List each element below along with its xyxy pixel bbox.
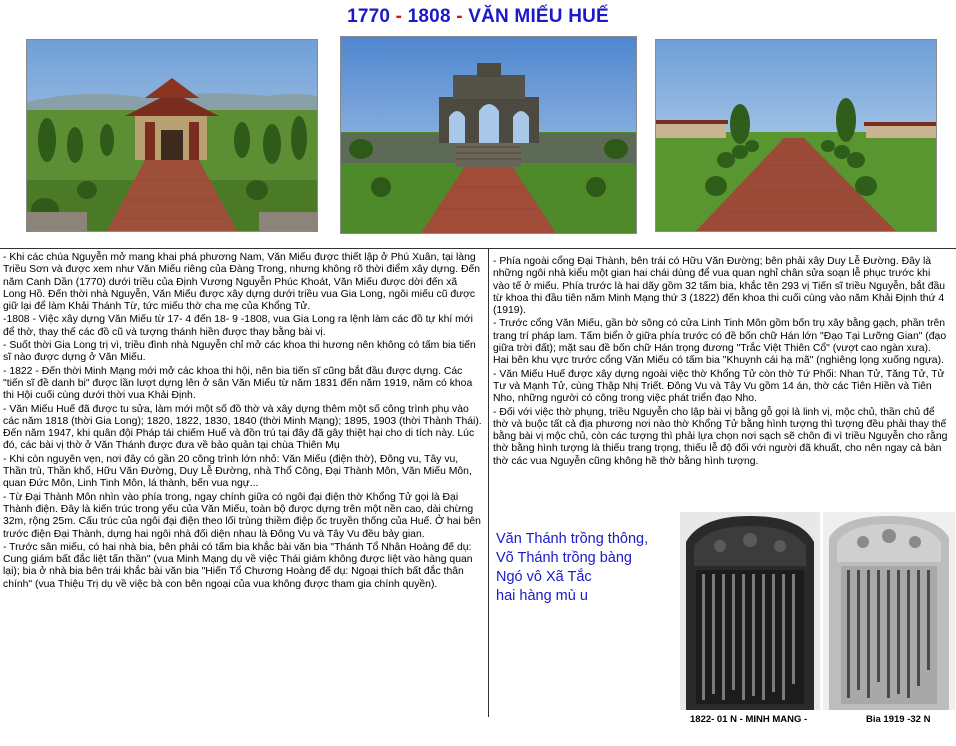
page-title: [0, 6, 956, 28]
left-text-column: [3, 252, 483, 592]
paragraph: - Khi các chúa Nguyễn mở mang khai phá phương Nam, Văn Miếu được thiết lập ở Phú Xuân, tại làng Triều Sơn và được xem như Văn Miếu riêng của Đàng Trong, nhưng không rõ thời điểm xây dựng. Đến năm Canh Dần (1770) dưới triều của Định Vương Nguyễn Phúc Khoát, Văn Miếu được dời đến xã Long Hồ. Đến thời nhà Nguyễn, Văn Miếu được xây dựng dưới triều vua Gia Long, ngôi miếu cũ được giữ lại để làm Khải Thánh Từ, tức miếu thờ cha mẹ của Khổng Tử.: [3, 252, 481, 313]
paragraph: -1808 - Việc xây dựng Văn Miếu từ 17- 4 đến 18- 9 -1808, vua Gia Long ra lệnh làm các đồ tự khí mới để thờ, thay thế các đồ cũ và tượng thánh hiền được thay bằng bài vị.: [3, 314, 473, 338]
paragraph: - Văn Miếu Huế đã được tu sửa, làm mới một số đồ thờ và xây dựng thêm một số công trình phụ vào các năm 1818 (thời Gia Long); 1820, 1822, 1830, 1840 (thời Minh Mạng); 1895, 1903 (thời Thành Thái). Đến năm 1947, khi quân đội Pháp tái chiếm Huế và đồn trú tại đây đã gây thiệt hại cho di tích này. Lúc đó, các bài vị thờ ở Văn Thánh được đưa về bảo quản tại chùa Thiên Mụ: [3, 403, 482, 452]
verse-line: hai hàng mù u: [496, 588, 588, 604]
title-year-start: 1770: [347, 6, 391, 27]
title-year-end: 1808: [407, 6, 451, 27]
stele-photo-1822: [680, 512, 820, 710]
photo-gate-pavilion: [26, 39, 318, 232]
stele-photo-1919: [823, 512, 955, 710]
photo-brick-path: [655, 39, 937, 232]
paragraph: - Khi còn nguyên vẹn, nơi đây có gần 20 công trình lớn nhỏ: Văn Miếu (điện thờ), Đông vu, Tây vu, Thần trù, Thần khố, Hữu Văn Đường, Duy Lễ Đường, nhà Thổ Công, Đại Thành Môn, Văn Miếu Môn, quan Đức Môn, Linh Tinh Môn, lá thành, bến vua ngự...: [3, 453, 472, 490]
paragraph: - Suốt thời Gia Long trị vì, triều đình nhà Nguyễn chỉ mở các khoa thi hương nên không có tấm bia tiến sĩ nào được dựng ở Văn Miếu.: [3, 340, 476, 364]
vertical-divider: [488, 249, 489, 717]
title-name: VĂN MIẾU HUẾ: [468, 6, 609, 27]
paragraph: - Đối với việc thờ phụng, triều Nguyễn cho lập bài vị bằng gỗ gọi là linh vị, mộc chủ, thần chủ để thờ và buộc tất cả địa phương nơi nào thờ Khổng Tử bằng hình tượng thì tượng đều phải thay thế bằng bài vị mộc chủ, còn các tượng thì phải lựa chọn nơi sạch sẽ chôn đi vì triều Nguyễn cho rằng thờ bằng hình tượng là thiếu trang trọng, thiếu lễ độ đối với người đã khuất, cho nên ngay cả bàn thờ các vua Nguyễn cũng không hề thờ bằng hình tượng.: [493, 406, 948, 467]
verse-line: Ngó vô Xã Tắc: [496, 569, 592, 585]
paragraph: - Phía ngoài cổng Đại Thành, bên trái có Hữu Văn Đường; bên phải xây Duy Lễ Đường. Đây là những ngôi nhà kiểu một gian hai chái dùng để vua quan nghỉ chân sửa soạn lễ phục trước khi vào tế ở miếu. Phía trước là hai dãy gồm 32 tấm bia, khắc tên 293 vị Tiến sĩ triều Nguyễn, bắt đầu từ khoa thi đầu tiên năm Minh Mạng thứ 3 (1822) đến khoa thi cuối cùng vào năm Khải Định thứ 4 (1919).: [493, 256, 946, 317]
paragraph: - Trước cổng Văn Miếu, gần bờ sông có cửa Linh Tinh Môn gồm bốn trụ xây bằng gạch, phần trên trang trí pháp lam. Tấm biển ở giữa phía trước có đề bốn chữ Hán lớn "Đạo Tại Lưỡng Gian" (đạo giữa trời đất); mặt sau đề bốn chữ Hán trọng đương "Trắc Việt Thiên Cổ" (vượt cao ngàn xưa). Hai bên khu vực trước cổng Văn Miếu có tấm bia "Khuynh cái hạ mã" (nghiêng lọng xuống ngựa).: [493, 318, 947, 367]
photo-main-gate: [340, 36, 637, 234]
stele-caption-1822: 1822- 01 N - MINH MANG -: [690, 714, 808, 725]
stele-caption-1919: Bia 1919 -32 N: [866, 714, 931, 725]
folk-verse: [496, 530, 686, 606]
paragraph: - 1822 - Đến thời Minh Mạng mới mở các khoa thi hội, nên bia tiến sĩ cũng bắt đầu được dựng. Các "tiến sĩ đề danh bi" được lần lượt dựng lên ở sân Văn Miếu từ năm 1831 đến năm 1919, năm có khoa thi Hội cuối cùng dưới thời vua Khải Định.: [3, 365, 473, 402]
verse-line: Võ Thánh trồng bàng: [496, 550, 632, 566]
paragraph: - Từ Đại Thành Môn nhìn vào phía trong, ngay chính giữa có ngôi đại điện thờ Khổng Tử gọi là Đại Thành điện. Đây là kiến trúc trong yếu của Văn Miếu, toàn bộ được dựng trên một nền cao, dài chừng 32m, rộng 25m. Cấu trúc của ngôi đại điện theo lối trùng thiềm điệp ốc truyền thống của Huế. Ở hai bên trước điện Đại Thành, dựng hai ngôi nhà đối diện nhau là Đông Vu và Tây Vu đều bảy gian.: [3, 491, 481, 540]
title-dash: -: [456, 6, 463, 27]
verse-line: Văn Thánh trồng thông,: [496, 531, 649, 547]
paragraph: - Văn Miếu Huế được xây dựng ngoài việc thờ Khổng Tử còn thờ Tứ Phối: Nhan Tử, Tăng Tử, Tử Tư và Mạnh Tử, cùng Thập Nhị Triết. Đông Vu và Tây Vu gồm 14 án, thờ các Tiên Hiền và Tiên Nho, những người có công trong việc phát triển đạo Nho.: [493, 368, 945, 405]
right-text-column: [493, 256, 949, 469]
horizontal-divider: [0, 248, 956, 249]
paragraph: - Trước sân miếu, có hai nhà bia, bên phải có tấm bia khắc bài văn bia "Thánh Tổ Nhân Hoàng đế dụ: Cung giám bất đắc liệt tấn thần" (vua Minh Mạng dụ về việc Thái giám không được liệt vào hàng quan lại); bia ở nhà bia bên trái khắc bài văn bia "Hiến Tổ Chương Hoàng đế dụ: Ngoại thích bất đắc thân chính" (vua Thiệu Trị dụ về việc bà con bên ngoại của vua không được tham gia chính quyền).: [3, 541, 473, 590]
title-dash: -: [395, 6, 403, 27]
